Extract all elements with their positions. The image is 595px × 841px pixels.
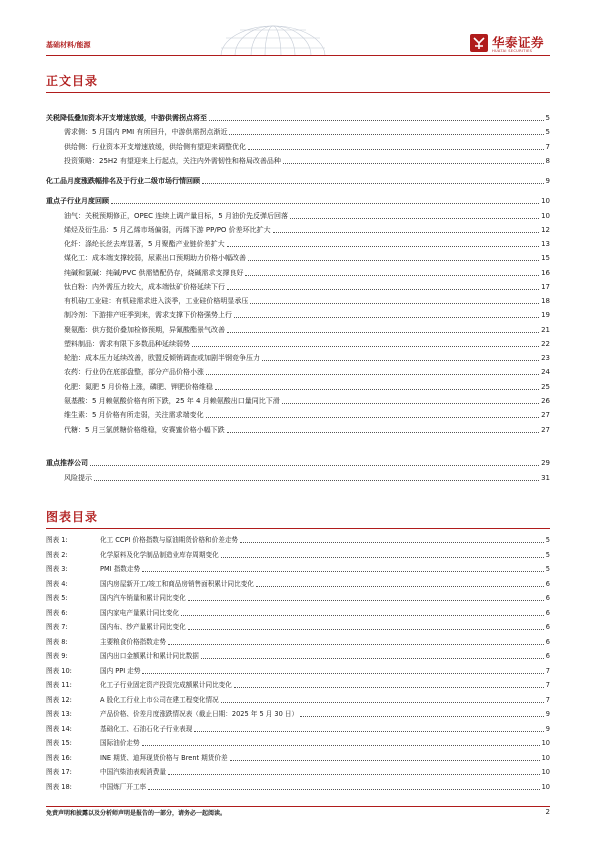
figure-entry-title: 中国炼厂开工率 xyxy=(100,782,147,791)
toc-entry-title: 重点子行业月度回顾 xyxy=(46,197,109,205)
figure-entry-title: 国内布、纱产量累计同比变化 xyxy=(100,623,186,631)
figure-entry[interactable] xyxy=(46,578,550,589)
toc-entry-page: 27 xyxy=(541,426,550,434)
toc-entry[interactable] xyxy=(46,126,550,137)
figure-entry-title: INE 期货、迪拜现货价格与 Brent 期货价差 xyxy=(100,753,228,762)
figure-entry[interactable] xyxy=(46,679,550,690)
toc-entry[interactable] xyxy=(46,238,550,249)
figure-leader-dots xyxy=(181,614,544,616)
figure-entry-page: 10 xyxy=(541,782,550,791)
toc-leader-dots xyxy=(192,345,539,347)
toc-entry-title: 制冷剂：下游排产旺季到来，需求支撑下价格强势上行 xyxy=(64,311,232,319)
figure-entry-title: 国内 PPI 走势 xyxy=(100,666,141,675)
footer-disclaimer: 免责声明和披露以及分析师声明是报告的一部分，请务必一起阅读。 xyxy=(46,810,227,817)
toc-leader-dots xyxy=(209,119,544,121)
figure-entry[interactable] xyxy=(46,737,550,748)
toc-title-divider xyxy=(46,92,550,93)
figure-entry-page: 5 xyxy=(545,565,550,573)
figure-entry-number: 图表 12: xyxy=(46,695,72,704)
toc-entry-title: 有机硅/工业硅：有机硅需求进入淡季，工业硅价格明显承压 xyxy=(64,297,249,305)
toc-entry-title: 化工品月度涨跌幅排名及于行业二级市场行情回顾 xyxy=(46,177,200,185)
figure-entry-title: 国内出口金额累计和累计同比数据 xyxy=(100,652,199,660)
figure-entry-title: 国内房屋新开工/竣工和商品房销售面积累计同比变化 xyxy=(100,579,254,588)
toc-entry-title: 供给侧：行业资本开支增速放缓，供给侧有望迎来调整优化 xyxy=(64,143,246,151)
toc-entry[interactable] xyxy=(46,381,550,392)
toc-entry-title: 农药：行业仍在底部盘整，部分产品价格小涨 xyxy=(64,368,204,376)
figure-entry-page: 10 xyxy=(541,739,550,747)
figures-title: 图表目录 xyxy=(46,510,99,524)
figure-leader-dots xyxy=(168,773,540,775)
toc-entry[interactable] xyxy=(46,252,550,263)
figure-entry-number: 图表 8: xyxy=(46,637,68,646)
toc-entry-page: 31 xyxy=(541,474,550,482)
figure-entry-number: 图表 16: xyxy=(46,753,72,762)
figure-leader-dots xyxy=(188,599,544,601)
figure-leader-dots xyxy=(188,628,544,630)
toc-leader-dots xyxy=(234,316,539,318)
toc-entry-title: 维生素：5 月价格有所走弱，关注需求端变化 xyxy=(64,411,204,419)
toc-entry[interactable] xyxy=(46,112,550,123)
toc-entry-title: 化纤：涤纶长丝去库显著，5 月聚酯产业链价差扩大 xyxy=(64,240,225,248)
figure-entry-number: 图表 15: xyxy=(46,739,72,747)
figure-leader-dots xyxy=(194,730,543,732)
toc-entry[interactable] xyxy=(46,224,550,235)
toc-leader-dots xyxy=(290,217,539,219)
figure-entry[interactable] xyxy=(46,781,550,792)
footer-divider xyxy=(46,806,550,807)
toc-entry-title: 代糖：5 月三氯蔗糖价格维稳，安赛蜜价格小幅下跌 xyxy=(64,426,225,434)
toc-entry-page: 21 xyxy=(541,326,550,334)
figure-leader-dots xyxy=(240,541,544,543)
toc-entry-page: 5 xyxy=(545,114,550,122)
figure-leader-dots xyxy=(221,701,544,703)
toc-entry-page: 7 xyxy=(545,143,550,151)
toc-entry[interactable] xyxy=(46,281,550,292)
figure-entry-number: 图表 2: xyxy=(46,550,68,559)
toc-entry-page: 12 xyxy=(541,226,550,234)
toc-entry-page: 22 xyxy=(541,340,550,348)
toc-entry[interactable] xyxy=(46,338,550,349)
toc-entry-page: 10 xyxy=(541,197,550,205)
figure-entry[interactable] xyxy=(46,723,550,734)
toc-leader-dots xyxy=(90,464,539,466)
figure-entry[interactable] xyxy=(46,621,550,632)
toc-entry[interactable] xyxy=(46,457,550,468)
figure-entry[interactable] xyxy=(46,650,550,661)
figure-leader-dots xyxy=(234,686,544,688)
toc-leader-dots xyxy=(248,148,544,150)
toc-entry[interactable] xyxy=(46,295,550,306)
figure-entry-title: 国内家电产量累计同比变化 xyxy=(100,608,180,617)
toc-entry[interactable] xyxy=(46,195,550,206)
toc-leader-dots xyxy=(229,133,543,135)
page-header xyxy=(0,0,595,60)
figure-entry-page: 6 xyxy=(545,594,550,602)
figure-entry-number: 图表 18: xyxy=(46,782,72,791)
figure-entry-page: 10 xyxy=(541,753,550,762)
figure-leader-dots xyxy=(168,643,544,645)
figure-entry-title: 国内汽车销量和累计同比变化 xyxy=(100,594,186,602)
toc-entry-page: 17 xyxy=(541,283,550,291)
toc-entry-title: 塑料制品：需求有限下多数品种延续弱势 xyxy=(64,340,190,348)
figure-entry[interactable] xyxy=(46,563,550,574)
figure-leader-dots xyxy=(148,788,539,790)
figure-entry[interactable] xyxy=(46,665,550,676)
toc-entry-title: 钛白粉：内外需压力较大，成本端钛矿价格延续下行 xyxy=(64,283,225,291)
toc-entry-page: 8 xyxy=(545,157,550,165)
figure-entry-page: 7 xyxy=(545,681,550,689)
figure-entry-title: 化学原料及化学制品制造业库存周期变化 xyxy=(100,550,219,559)
toc-entry[interactable] xyxy=(46,472,550,483)
figure-entry-number: 图表 11: xyxy=(46,681,72,689)
figure-entry-page: 6 xyxy=(545,623,550,631)
figure-entry[interactable] xyxy=(46,766,550,777)
toc-entry-page: 10 xyxy=(541,212,550,220)
figure-entry-number: 图表 3: xyxy=(46,565,68,573)
figure-entry[interactable] xyxy=(46,694,550,705)
figure-leader-dots xyxy=(201,657,544,659)
toc-entry-page: 24 xyxy=(541,368,550,376)
figure-entry-page: 9 xyxy=(545,724,550,733)
toc-leader-dots xyxy=(250,302,539,304)
toc-entry-page: 5 xyxy=(545,128,550,136)
toc-entry[interactable] xyxy=(46,395,550,406)
figure-entry-title: 产品价格、价差月度涨跌情况表（截止日期：2025 年 5 月 30 日） xyxy=(100,710,299,718)
toc-entry[interactable] xyxy=(46,424,550,435)
figure-entry-number: 图表 10: xyxy=(46,666,72,675)
toc-leader-dots xyxy=(215,388,539,390)
figure-entry-title: 国际油价走势 xyxy=(100,739,140,747)
figure-entry-page: 7 xyxy=(545,695,550,704)
logo-chinese-text: 华泰证券 xyxy=(492,35,545,50)
figure-leader-dots xyxy=(221,556,544,558)
toc-entry-page: 16 xyxy=(541,269,550,277)
figure-entry-page: 9 xyxy=(545,710,550,718)
figure-entry-page: 6 xyxy=(545,637,550,646)
figure-entry-page: 10 xyxy=(541,768,550,776)
toc-entry-title: 需求侧：5 月国内 PMI 有所回升，中游供需拐点渐近 xyxy=(64,128,228,136)
figure-entry[interactable] xyxy=(46,708,550,719)
figure-entry-title: 化工子行业固定资产投资完成额累计同比变化 xyxy=(100,681,232,689)
figure-entry[interactable] xyxy=(46,549,550,560)
toc-entry-page: 18 xyxy=(541,297,550,305)
toc-leader-dots xyxy=(262,359,539,361)
figure-entry-number: 图表 13: xyxy=(46,710,72,718)
figure-entry-page: 5 xyxy=(545,536,550,544)
figure-leader-dots xyxy=(142,672,543,674)
toc-entry-title: 烯烃及衍生品：5 月乙烯市场偏弱，丙烯下游 PP/PO 价差环比扩大 xyxy=(64,226,271,234)
figure-leader-dots xyxy=(300,715,544,717)
toc-entry[interactable] xyxy=(46,324,550,335)
huatai-logo-icon xyxy=(470,34,488,52)
toc-entry-page: 29 xyxy=(541,459,550,467)
toc-entry[interactable] xyxy=(46,141,550,152)
toc-leader-dots xyxy=(245,274,539,276)
figure-entry-page: 5 xyxy=(545,550,550,559)
toc-leader-dots xyxy=(206,373,539,375)
toc-entry[interactable] xyxy=(46,267,550,278)
toc-entry[interactable] xyxy=(46,210,550,221)
figure-entry-number: 图表 14: xyxy=(46,724,72,733)
toc-entry[interactable] xyxy=(46,309,550,320)
figure-entry-number: 图表 1: xyxy=(46,536,68,544)
toc-leader-dots xyxy=(282,402,539,404)
toc-entry-page: 13 xyxy=(541,240,550,248)
figure-entry-page: 6 xyxy=(545,652,550,660)
toc-leader-dots xyxy=(227,245,539,247)
logo-english-text: HUATAI SECURITIES xyxy=(492,49,533,53)
figure-entry-number: 图表 9: xyxy=(46,652,68,660)
company-logo xyxy=(470,33,560,55)
toc-entry-title: 化肥：氮肥 5 月价格上涨，磷肥、钾肥价格维稳 xyxy=(64,383,213,391)
toc-title: 正文目录 xyxy=(46,74,99,88)
figure-entry[interactable] xyxy=(46,752,550,763)
page-number: 2 xyxy=(545,808,550,816)
toc-entry-page: 25 xyxy=(541,383,550,391)
figure-entry-title: PMI 指数走势 xyxy=(100,565,141,573)
globe-watermark-icon xyxy=(218,22,328,56)
toc-entry-title: 煤化工：成本端支撑较弱，尿素出口预期助力价格小幅改善 xyxy=(64,254,246,262)
figures-title-divider xyxy=(46,528,550,529)
toc-entry-page: 27 xyxy=(541,411,550,419)
toc-entry-title: 投资策略：25H2 有望迎来上行起点，关注内外需韧性和格局改善品种 xyxy=(64,157,281,165)
toc-entry[interactable] xyxy=(46,409,550,420)
toc-leader-dots xyxy=(206,416,539,418)
toc-leader-dots xyxy=(202,182,544,184)
figure-entry-title: 主要粮食价格指数走势 xyxy=(100,637,166,646)
toc-entry[interactable] xyxy=(46,175,550,186)
figure-entry[interactable] xyxy=(46,534,550,545)
toc-entry-title: 风险提示 xyxy=(64,474,92,482)
toc-entry-title: 重点推荐公司 xyxy=(46,459,88,467)
toc-leader-dots xyxy=(227,331,539,333)
document-category: 基础材料/能源 xyxy=(46,41,91,49)
toc-entry-page: 23 xyxy=(541,354,550,362)
toc-leader-dots xyxy=(227,431,539,433)
toc-entry[interactable] xyxy=(46,366,550,377)
figure-entry-title: 化工 CCPI 价格指数与原油期货价格和价差走势 xyxy=(100,536,239,544)
figure-leader-dots xyxy=(142,570,544,572)
toc-entry[interactable] xyxy=(46,155,550,166)
toc-entry-title: 氨基酸：5 月赖氨酸价格有所下跌，25 年 4 月赖氨酸出口量同比下滑 xyxy=(64,397,280,405)
figure-entry-title: 基础化工、石油石化子行业表现 xyxy=(100,724,193,733)
toc-leader-dots xyxy=(111,202,539,204)
toc-entry-page: 9 xyxy=(545,177,550,185)
toc-entry[interactable] xyxy=(46,352,550,363)
figure-entry-number: 图表 5: xyxy=(46,594,68,602)
figure-leader-dots xyxy=(230,759,540,761)
toc-leader-dots xyxy=(283,162,544,164)
figure-entry-number: 图表 4: xyxy=(46,579,68,588)
toc-entry-page: 19 xyxy=(541,311,550,319)
toc-entry-title: 关税降低叠加资本开支增速放缓，中游供需拐点将至 xyxy=(46,114,207,122)
figure-leader-dots xyxy=(142,744,540,746)
figure-entry-title: A 股化工行业上市公司在建工程变化情况 xyxy=(100,695,219,704)
toc-leader-dots xyxy=(94,479,539,481)
figure-entry-page: 6 xyxy=(545,608,550,617)
toc-leader-dots xyxy=(227,288,539,290)
header-divider xyxy=(46,55,550,56)
figure-entry-page: 7 xyxy=(545,666,550,675)
figure-entry[interactable] xyxy=(46,636,550,647)
figure-entry-page: 6 xyxy=(545,579,550,588)
figure-entry-number: 图表 6: xyxy=(46,608,68,617)
figure-entry[interactable] xyxy=(46,592,550,603)
toc-entry-page: 15 xyxy=(541,254,550,262)
figure-entry-number: 图表 7: xyxy=(46,623,68,631)
toc-entry-title: 聚氨酯：供方挺价叠加检修预期，异氰酸酯景气改善 xyxy=(64,326,225,334)
toc-leader-dots xyxy=(273,231,539,233)
toc-entry-title: 油气：关税预期修正，OPEC 连续上调产量目标，5 月油价先反弹后回落 xyxy=(64,212,288,220)
figure-entry-title: 中国汽柴油表观消费量 xyxy=(100,768,166,776)
toc-entry-title: 纯碱和氯碱：纯碱/PVC 供需错配仍存，烧碱需求支撑良好 xyxy=(64,269,244,277)
figure-leader-dots xyxy=(256,585,544,587)
figure-entry[interactable] xyxy=(46,607,550,618)
figure-entry-number: 图表 17: xyxy=(46,768,72,776)
toc-entry-page: 26 xyxy=(541,397,550,405)
toc-entry-title: 轮胎：成本压力延续改善，欧盟反倾销调查或加剧半钢竞争压力 xyxy=(64,354,260,362)
toc-leader-dots xyxy=(248,259,539,261)
